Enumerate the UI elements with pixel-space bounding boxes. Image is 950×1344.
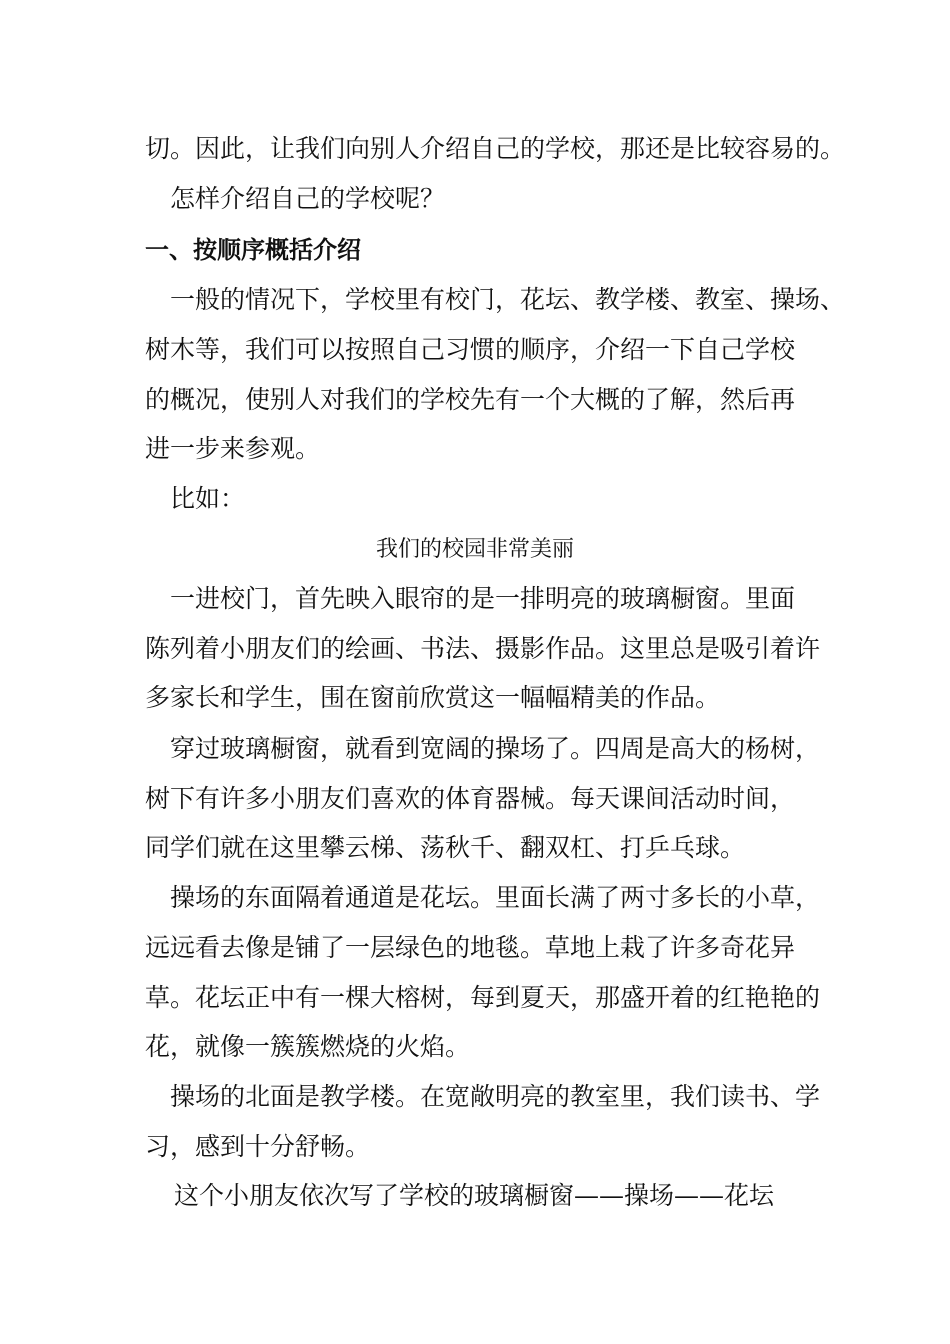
paragraph-line: 远远看去像是铺了一层绿色的地毯。草地上栽了许多奇花异 (145, 933, 796, 962)
paragraph-line: 草。花坛正中有一棵大榕树，每到夏天，那盛开着的红艳艳的 (145, 983, 821, 1012)
paragraph-line: 同学们就在这里攀云梯、荡秋千、翻双杠、打乒乓球。 (145, 833, 746, 862)
paragraph-line: 树下有许多小朋友们喜欢的体育器械。每天课间活动时间， (145, 784, 796, 813)
paragraph-line: 一进校门，首先映入眼帘的是一排明亮的玻璃橱窗。里面 (170, 584, 796, 613)
paragraph-line: 切。因此，让我们向别人介绍自己的学校，那还是比较容易的。 (145, 134, 846, 163)
paragraph-line: 的概况，使别人对我们的学校先有一个大概的了解，然后再 (145, 385, 796, 414)
paragraph-line: 多家长和学生，围在窗前欣赏这一幅幅精美的作品。 (145, 683, 721, 712)
paragraph-line: 一般的情况下，学校里有校门，花坛、教学楼、教室、操场、 (170, 285, 846, 314)
example-title: 我们的校园非常美丽 (375, 537, 574, 562)
question-line: 怎样介绍自己的学校呢？ (170, 184, 446, 213)
paragraph-line: 穿过玻璃橱窗，就看到宽阔的操场了。四周是高大的杨树， (170, 734, 821, 763)
paragraph-line: 习，感到十分舒畅。 (145, 1132, 371, 1161)
paragraph-line: 操场的东面隔着通道是花坛。里面长满了两寸多长的小草， (170, 883, 821, 912)
paragraph-line: 操场的北面是教学楼。在宽敞明亮的教室里，我们读书、学 (170, 1082, 821, 1111)
paragraph-line: 树木等，我们可以按照自己习惯的顺序，介绍一下自己学校 (145, 335, 796, 364)
paragraph-line: 花，就像一簇簇燃烧的火焰。 (145, 1032, 471, 1061)
paragraph-line: 这个小朋友依次写了学校的玻璃橱窗——操场——花坛 (174, 1181, 775, 1210)
paragraph-line: 陈列着小朋友们的绘画、书法、摄影作品。这里总是吸引着许 (145, 634, 821, 663)
paragraph-line: 进一步来参观。 (145, 434, 321, 463)
section-heading: 一、按顺序概括介绍 (145, 236, 361, 264)
example-label: 比如： (170, 484, 246, 513)
